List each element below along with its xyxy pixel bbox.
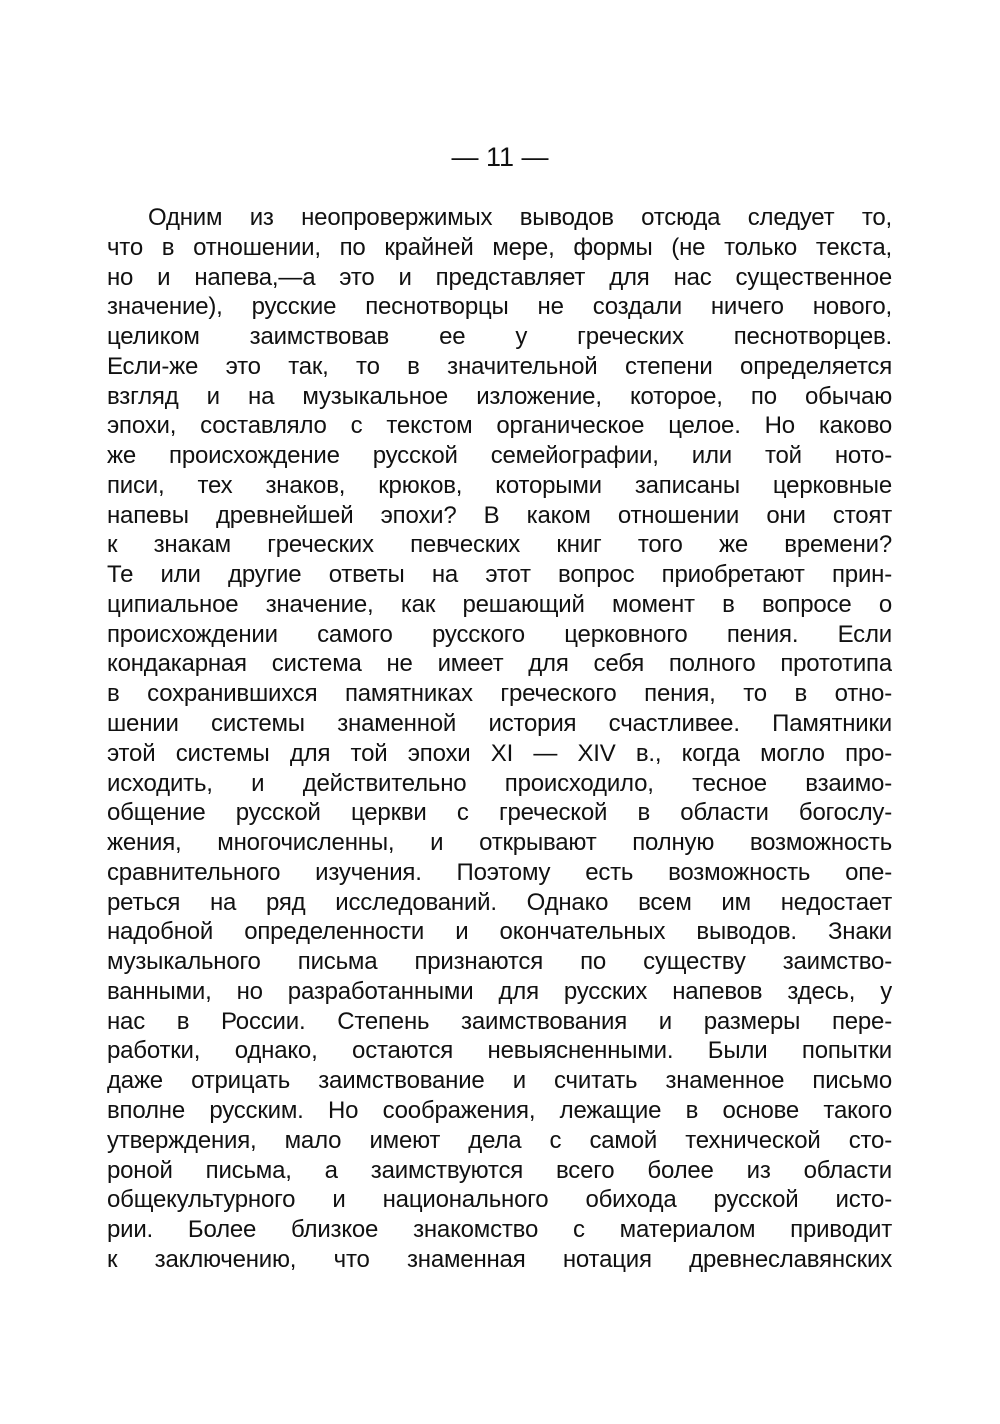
text-line: этой системы для той эпохи XI — XIV в., когда могло про- xyxy=(107,739,892,767)
page-number: — 11 — xyxy=(451,142,549,172)
text-line: шении системы знаменной история счастливее. Памятники xyxy=(107,710,892,738)
text-line: писи, тех знаков, крюков, которыми записаны церковные xyxy=(107,471,892,499)
text-line: кондакарная система не имеет для себя полного прототипа xyxy=(107,650,892,678)
text-line: сравнительного изучения. Поэтому есть возможность опе- xyxy=(107,858,892,886)
text-line: эпохи, составляло с текстом органическое целое. Но каково xyxy=(107,412,892,440)
text-line: ципиальное значение, как решающий момент в вопросе о xyxy=(107,590,892,618)
text-line: значение), русские песнотворцы не создали ничего нового, xyxy=(107,293,892,321)
text-line: реться на ряд исследований. Однако всем им недостает xyxy=(107,888,892,916)
text-line: ванными, но разработанными для русских напевов здесь, у xyxy=(107,977,892,1005)
text-line: надобной определенности и окончательных выводов. Знаки xyxy=(107,918,892,946)
text-line: к заключению, что знаменная нотация древнеславянских xyxy=(107,1245,892,1273)
text-line: работки, однако, остаются невыясненными. Были попытки xyxy=(107,1037,892,1065)
text-line: Одним из неопровержимых выводов отсюда следует то, xyxy=(148,204,892,231)
text-line: даже отрицать заимствование и считать знаменное письмо xyxy=(107,1067,892,1095)
text-line: утверждения, мало имеют дела с самой технической сто- xyxy=(107,1126,892,1154)
text-line: рии. Более близкое знакомство с материалом приводит xyxy=(107,1216,892,1244)
text-line: жения, многочисленны, и открывают полную возможность xyxy=(107,829,892,857)
text-line: вполне русским. Но соображения, лежащие в основе такого xyxy=(107,1096,892,1124)
text-line: роной письма, а заимствуются всего более из области xyxy=(107,1156,892,1184)
text-line: общекультурного и национального обихода русской исто- xyxy=(107,1186,892,1214)
body-text xyxy=(107,203,892,1275)
text-line: в сохранившихся памятниках греческого пения, то в отно- xyxy=(107,680,892,708)
text-line: напевы древнейшей эпохи? В каком отношении они стоят xyxy=(107,501,892,529)
text-line: общение русской церкви с греческой в области богослу- xyxy=(107,799,892,827)
text-line: исходить, и действительно происходило, тесное взаимо- xyxy=(107,769,892,797)
text-line: нас в России. Степень заимствования и размеры пере- xyxy=(107,1007,892,1035)
text-line: музыкального письма признаются по существу заимство- xyxy=(107,948,892,976)
text-line: Если-же это так, то в значительной степени определяется xyxy=(107,352,892,380)
text-line: к знакам греческих певческих книг того же времени? xyxy=(107,531,892,559)
text-line: происхождении самого русского церковного пения. Если xyxy=(107,620,892,648)
text-line: целиком заимствовав ее у греческих песнотворцев. xyxy=(107,323,892,351)
text-line: но и напева,—а это и представляет для нас существенное xyxy=(107,263,892,291)
text-line: что в отношении, по крайней мере, формы (не только текста, xyxy=(107,233,892,261)
text-line: взгляд и на музыкальное изложение, которое, по обычаю xyxy=(107,382,892,410)
text-line: же происхождение русской семейографии, или той ното- xyxy=(107,442,892,470)
text-line: Те или другие ответы на этот вопрос приобретают прин- xyxy=(107,561,892,589)
